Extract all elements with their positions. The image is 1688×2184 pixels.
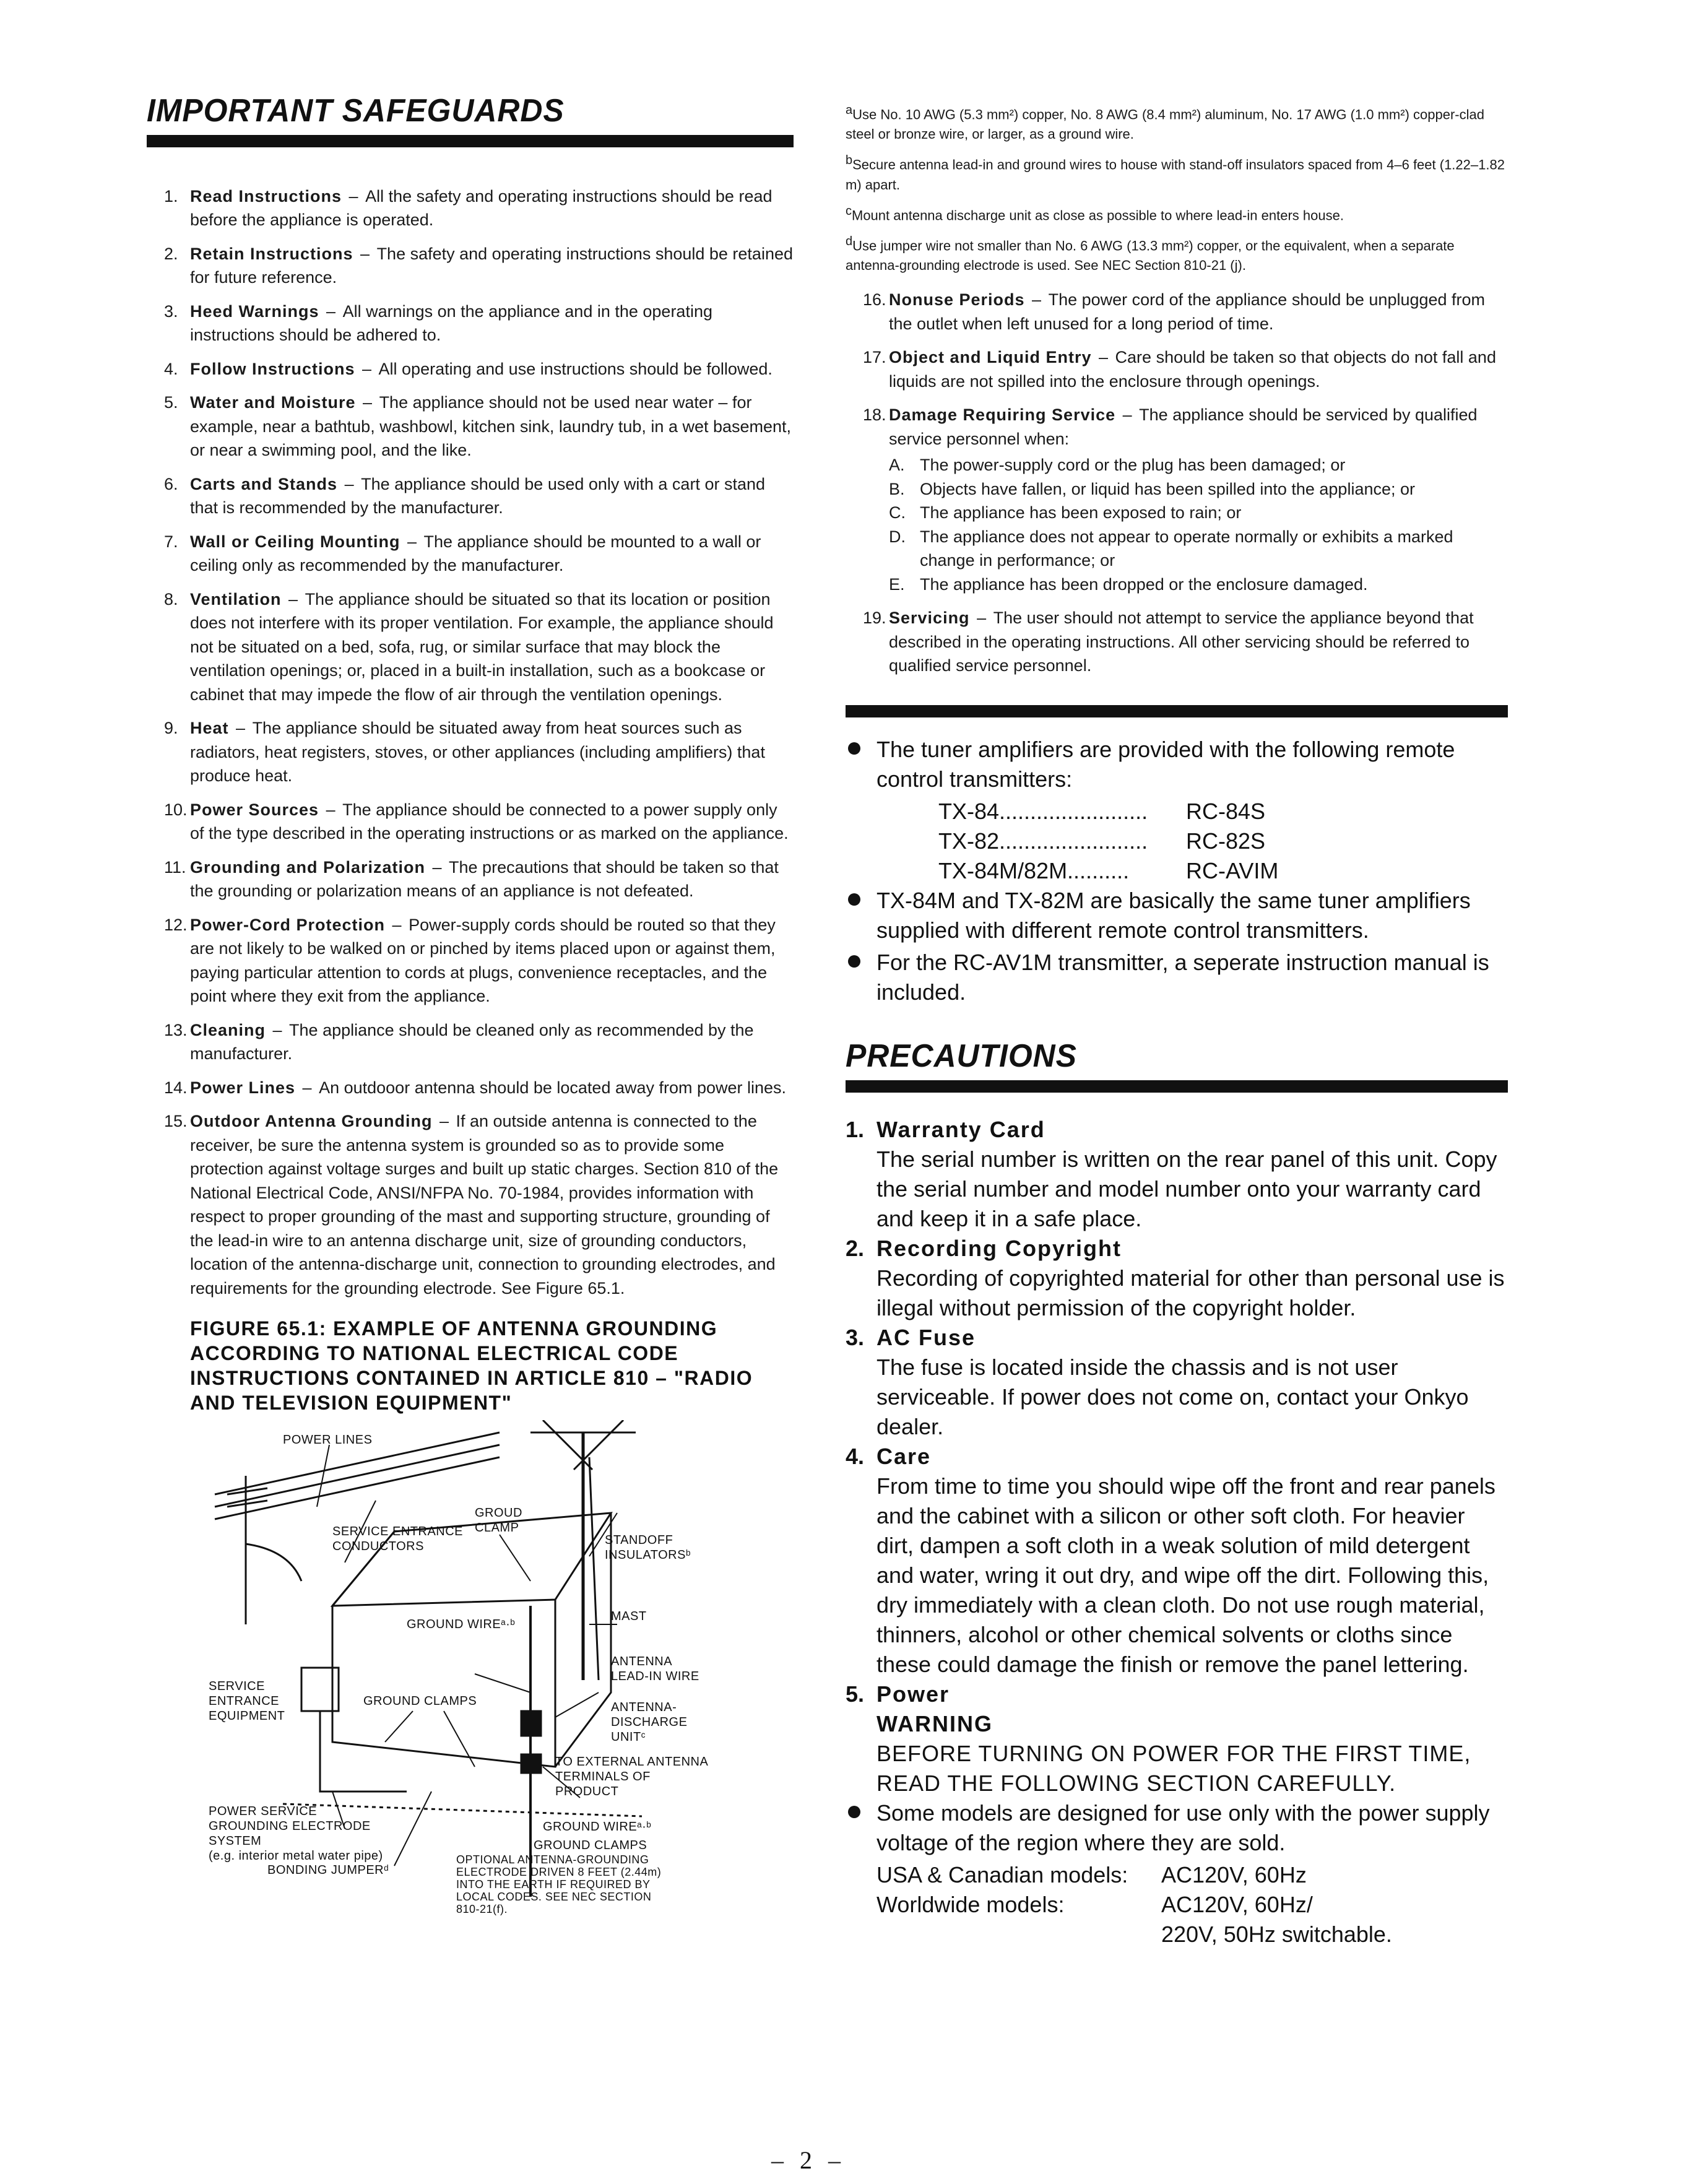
precaution-number: 3. xyxy=(846,1324,865,1350)
condition-text: The appliance has been dropped or the enclosure damaged. xyxy=(920,574,1368,594)
condition-text: The appliance has been exposed to rain; or xyxy=(920,503,1242,522)
safeguard-item xyxy=(846,345,1508,393)
precaution-text: Recording of copyrighted material for other than personal use is illegal without permission of the copyright holder. xyxy=(876,1265,1505,1320)
safeguard-item xyxy=(147,913,794,1008)
precaution-heading: Recording Copyright xyxy=(876,1235,1122,1261)
precaution-heading: Power xyxy=(876,1681,950,1707)
item-dash: – xyxy=(1094,348,1113,367)
item-heading: Wall or Ceiling Mounting xyxy=(190,532,400,551)
safeguard-item xyxy=(147,530,794,578)
page-number: – 2 – xyxy=(771,2146,846,2174)
condition-letter: A. xyxy=(889,456,905,475)
remote-name: RC-82S xyxy=(1186,828,1266,854)
precautions-list xyxy=(846,1115,1508,1949)
item-text: The appliance should not be used near water – for example, near a bathtub, washbowl, kitchen sink, laundry tub, in a wet basement, or near a swimming pool, and the like. xyxy=(190,393,792,460)
precaution-text: The fuse is located inside the chassis and is not user serviceable. If power does not come on, contact your Onkyo dealer. xyxy=(876,1354,1469,1439)
item-text: The user should not attempt to service the appliance beyond that described in the operating instructions. All other servicing should be referred to qualified service personnel. xyxy=(889,609,1474,675)
item-number: 16. xyxy=(863,290,886,310)
voltage-region xyxy=(876,1920,1161,1949)
safeguard-item xyxy=(846,403,1508,596)
remote-note-2: For the RC-AV1M transmitter, a seperate instruction manual is included. xyxy=(846,948,1508,1007)
voltage-row xyxy=(876,1860,1508,1890)
bullet-icon xyxy=(848,955,860,968)
precaution-heading: AC Fuse xyxy=(876,1324,976,1350)
item-number: 18. xyxy=(863,405,886,425)
item-text: The appliance should be connected to a power supply only of the type described in the operating instructions or as marked on the appliance. xyxy=(190,800,789,843)
item-heading: Nonuse Periods xyxy=(889,290,1025,310)
footnote-mark: b xyxy=(846,154,853,168)
safeguards-rule xyxy=(147,135,794,147)
item-dash: – xyxy=(1027,290,1046,310)
item-dash: – xyxy=(1118,405,1137,425)
item-number: 2. xyxy=(164,244,178,263)
item-number: 13. xyxy=(164,1020,188,1039)
damage-condition xyxy=(889,501,1508,525)
power-line-2 xyxy=(215,1445,500,1507)
item-dash: – xyxy=(268,1020,287,1039)
safeguard-item xyxy=(147,1076,794,1100)
item-text: If an outside antenna is connected to the receiver, be sure the antenna system is grounded so as to provide some protection against voltage surges and built up static charges. Section 810 of the National Electrical Code, ANSI/NFPA No. 70-1984, provides information with respect to proper grounding of the mast and supporting structure, grounding of the lead-in wire to an antenna discharge unit, size of grounding conductors, location of the antenna-discharge unit, connection to grounding electrodes, and requirements for the grounding electrode. See Figure 65.1. xyxy=(190,1112,779,1298)
safeguard-item xyxy=(147,391,794,462)
section-divider xyxy=(846,705,1508,717)
condition-text: Objects have fallen, or liquid has been spilled into the appliance; or xyxy=(920,479,1416,498)
item-dash: – xyxy=(972,609,991,628)
item-dash: – xyxy=(355,244,374,263)
safeguard-item xyxy=(147,587,794,707)
label-external-terminals: TO EXTERNAL ANTENNA TERMINALS OF PRODUCT xyxy=(555,1755,709,1799)
precaution-item-power: 5. Power WARNING BEFORE TURNING ON POWER FOR THE FIRST TIME, READ THE FOLLOWING SECTION CAREFULLY. xyxy=(846,1679,1508,1798)
safeguard-item xyxy=(147,472,794,520)
item-dash: – xyxy=(357,359,376,378)
item-number: 3. xyxy=(164,301,178,321)
precaution-number: 4. xyxy=(846,1443,865,1469)
item-dash: – xyxy=(435,1112,454,1131)
damage-condition xyxy=(889,525,1508,573)
right-column xyxy=(846,93,1508,1949)
precautions-rule xyxy=(846,1080,1508,1093)
model-row xyxy=(938,797,1508,826)
item-number: 15. xyxy=(164,1112,188,1131)
precaution-heading: Warranty Card xyxy=(876,1116,1045,1142)
warning-text: BEFORE TURNING ON POWER FOR THE FIRST TIME, READ THE FOLLOWING SECTION CAREFULLY. xyxy=(876,1740,1471,1796)
item-number: 11. xyxy=(164,857,186,877)
footnote-text: Secure antenna lead-in and ground wires to house with stand-off insulators spaced from 4–6 feet (1.22–1.82 m) apart. xyxy=(846,157,1505,193)
item-heading: Ventilation xyxy=(190,589,282,609)
bullet-icon xyxy=(848,893,860,906)
precaution-item xyxy=(846,1323,1508,1442)
footnote-mark: a xyxy=(846,103,853,117)
item-heading: Follow Instructions xyxy=(190,359,355,378)
footnote xyxy=(846,232,1508,275)
item-text: The power cord of the appliance should be unplugged from the outlet when left unused for a long period of time. xyxy=(889,290,1486,333)
footnote xyxy=(846,201,1508,225)
condition-letter: D. xyxy=(889,527,906,546)
item-heading: Carts and Stands xyxy=(190,474,338,493)
precaution-item xyxy=(846,1115,1508,1234)
label-service-entrance: SERVICE ENTRANCE CONDUCTORS xyxy=(332,1525,464,1554)
safeguard-item xyxy=(846,288,1508,336)
item-number: 14. xyxy=(164,1078,188,1097)
voltage-table xyxy=(846,1860,1508,1949)
condition-text: The appliance does not appear to operate normally or exhibits a marked change in performance; or xyxy=(920,527,1453,570)
footnote xyxy=(846,150,1508,194)
remote-note-1: TX-84M and TX-82M are basically the same tuner amplifiers supplied with different remote control transmitters. xyxy=(846,886,1508,945)
item-number: 7. xyxy=(164,532,178,551)
precaution-item xyxy=(846,1442,1508,1679)
item-text: Power-supply cords should be routed so that they are not likely to be walked on or pinched by items placed upon or against them, paying particular attention to cords at plugs, convenience receptacles, and the point where they exit from the appliance. xyxy=(190,915,776,1006)
model-name: TX-84........................ xyxy=(938,798,1148,824)
item-heading: Object and Liquid Entry xyxy=(889,348,1092,367)
item-number: 10. xyxy=(164,800,188,819)
voltage-region: USA & Canadian models: xyxy=(876,1861,1128,1887)
voltage-value: AC120V, 60Hz xyxy=(1161,1861,1307,1887)
precaution-number: 2. xyxy=(846,1235,865,1261)
safeguard-item xyxy=(147,357,794,381)
item-heading: Power Sources xyxy=(190,800,319,819)
safeguard-item xyxy=(147,716,794,788)
bullet-icon xyxy=(848,742,860,755)
model-name: TX-82........................ xyxy=(938,828,1148,854)
item-number: 5. xyxy=(164,393,178,412)
item-dash: – xyxy=(358,393,377,412)
footnote-text: Use No. 10 AWG (5.3 mm²) copper, No. 8 AWG (8.4 mm²) aluminum, No. 17 AWG (1.0 mm²) copper-clad steel or bronze wire, or larger, as a ground wire. xyxy=(846,106,1484,142)
item-text: All warnings on the appliance and in the operating instructions should be adhered to. xyxy=(190,301,712,345)
label-mast: MAST xyxy=(611,1610,647,1624)
remote-section xyxy=(846,735,1508,1007)
item-dash: – xyxy=(231,719,250,738)
item-number: 12. xyxy=(164,915,188,934)
safeguard-item xyxy=(147,798,794,846)
left-column xyxy=(147,93,794,1916)
item-number: 1. xyxy=(164,186,178,206)
damage-condition xyxy=(889,477,1508,501)
item-heading: Grounding and Polarization xyxy=(190,857,425,877)
model-row xyxy=(938,856,1508,886)
precaution-text: From time to time you should wipe off the front and rear panels and the cabinet with a silicon or other soft cloth. For heavier dirt, dampen a soft cloth in a weak solution of mild detergent and water, wring it out dry, and wipe off the dirt. Following this, dry immediately with a clean cloth. Do not use rough material, thinners, alcohol or other chemical solvents or cloths since these could damage the finish or remove the panel lettering. xyxy=(876,1473,1495,1677)
item-text: All the safety and operating instructions should be read before the appliance is operated. xyxy=(190,186,773,230)
safeguard-item xyxy=(147,1109,794,1300)
item-dash: – xyxy=(340,474,359,493)
damage-condition xyxy=(889,453,1508,477)
item-heading: Power-Cord Protection xyxy=(190,915,386,934)
item-dash: – xyxy=(402,532,422,551)
item-heading: Retain Instructions xyxy=(190,244,353,263)
bullet-icon xyxy=(848,1806,860,1818)
item-text: The appliance should be situated away from heat sources such as radiators, heat registers, stoves, or other appliances (including amplifiers) that produce heat. xyxy=(190,719,765,786)
item-dash: – xyxy=(321,800,340,819)
item-text: All operating and use instructions should be followed. xyxy=(378,359,773,378)
item-text: The appliance should be cleaned only as recommended by the manufacturer. xyxy=(190,1020,754,1064)
safeguard-item xyxy=(846,606,1508,678)
footnote-text: Use jumper wire not smaller than No. 6 AWG (13.3 mm²) copper, or the equivalent, when a separate antenna-grounding electrode is used. See NEC Section 810-21 (j). xyxy=(846,238,1455,274)
item-text: An outdooor antenna should be located away from power lines. xyxy=(319,1078,787,1097)
precaution-item xyxy=(846,1234,1508,1323)
item-heading: Read Instructions xyxy=(190,186,342,206)
safeguard-item xyxy=(147,242,794,290)
remote-intro: The tuner amplifiers are provided with the following remote control transmitters: xyxy=(846,735,1508,794)
item-dash: – xyxy=(321,301,340,321)
label-ground-clamps-2: GROUND CLAMPS xyxy=(534,1839,647,1853)
safeguards-title: IMPORTANT SAFEGUARDS xyxy=(147,93,565,129)
item-number: 9. xyxy=(164,719,178,738)
label-antenna-lead: ANTENNA LEAD-IN WIRE xyxy=(611,1655,699,1684)
item-heading: Damage Requiring Service xyxy=(889,405,1116,425)
voltage-value: 220V, 50Hz switchable. xyxy=(1161,1921,1392,1947)
footnote-mark: c xyxy=(846,204,852,218)
damage-conditions-list xyxy=(889,453,1508,596)
item-heading: Heed Warnings xyxy=(190,301,319,321)
item-heading: Heat xyxy=(190,719,229,738)
safeguard-item xyxy=(147,1018,794,1066)
item-number: 6. xyxy=(164,474,178,493)
precautions-title: PRECAUTIONS xyxy=(846,1038,1077,1074)
safeguard-item xyxy=(147,856,794,903)
label-ground-clamp: GROUD CLAMP xyxy=(475,1506,522,1535)
model-row xyxy=(938,826,1508,856)
footnote-mark: d xyxy=(846,234,853,248)
condition-letter: B. xyxy=(889,479,905,498)
damage-condition xyxy=(889,573,1508,597)
item-text: The appliance should be used only with a cart or stand that is recommended by the manufacturer. xyxy=(190,474,765,518)
safeguard-item xyxy=(147,300,794,347)
label-ground-wire-2: GROUND WIREᵃ·ᵇ xyxy=(543,1820,652,1834)
remote-name: RC-AVIM xyxy=(1186,857,1279,883)
figure-caption: FIGURE 65.1: EXAMPLE OF ANTENNA GROUNDING ACCORDING TO NATIONAL ELECTRICAL CODE INSTRUCTIONS CONTAINED IN ARTICLE 810 – "RADIO AND TELEVISION EQUIPMENT" xyxy=(190,1317,753,1415)
footnote-text: Mount antenna discharge unit as close as possible to where lead-in enters house. xyxy=(852,207,1344,223)
antenna-grounding-figure xyxy=(209,1420,753,1916)
safeguard-item xyxy=(147,184,794,232)
label-bonding-jumper: BONDING JUMPERᵈ xyxy=(267,1863,389,1878)
safeguards-list xyxy=(147,184,794,1301)
label-power-service: POWER SERVICE GROUNDING ELECTRODE SYSTEM (e.g. interior metal water pipe) xyxy=(209,1805,383,1863)
safeguards-list-continued xyxy=(846,288,1508,678)
item-text: Care should be taken so that objects do not fall and liquids are not spilled into the enclosure through openings. xyxy=(889,348,1496,391)
item-dash: – xyxy=(428,857,447,877)
item-text: The precautions that should be taken so that the grounding or polarization means of an appliance is not defeated. xyxy=(190,857,779,901)
precaution-heading: Care xyxy=(876,1443,932,1469)
voltage-row xyxy=(876,1920,1508,1949)
item-number: 19. xyxy=(863,609,886,628)
label-power-lines: POWER LINES xyxy=(283,1433,373,1447)
item-dash: – xyxy=(344,186,363,206)
item-heading: Water and Moisture xyxy=(190,393,356,412)
warning-label: WARNING xyxy=(876,1710,993,1736)
label-discharge-unit: ANTENNA- DISCHARGE UNITᶜ xyxy=(611,1701,688,1744)
remote-model-table xyxy=(938,797,1508,886)
power-line-3 xyxy=(215,1457,500,1519)
condition-text: The power-supply cord or the plug has been damaged; or xyxy=(920,456,1346,475)
item-dash: – xyxy=(387,915,407,934)
footnote xyxy=(846,100,1508,144)
power-note: Some models are designed for use only with the power supply voltage of the region where they are sold. xyxy=(846,1798,1508,1858)
item-number: 8. xyxy=(164,589,178,609)
label-optional-electrode: OPTIONAL ANTENNA-GROUNDING ELECTRODE DRIVEN 8 FEET (2.44m) INTO THE EARTH IF REQUIRED BY LOCAL CODES. SEE NEC SECTION 810-21(f). xyxy=(456,1853,662,1916)
item-number: 4. xyxy=(164,359,178,378)
footnotes xyxy=(846,100,1508,275)
item-heading: Servicing xyxy=(889,609,970,628)
voltage-row xyxy=(876,1890,1508,1920)
label-ground-clamps: GROUND CLAMPS xyxy=(363,1694,477,1709)
label-standoff: STANDOFF INSULATORSᵇ xyxy=(605,1533,691,1562)
label-service-equipment: SERVICE ENTRANCE EQUIPMENT xyxy=(209,1679,285,1723)
voltage-value: AC120V, 60Hz/ xyxy=(1161,1891,1313,1917)
condition-letter: E. xyxy=(889,574,905,594)
condition-letter: C. xyxy=(889,503,906,522)
precaution-text: The serial number is written on the rear panel of this unit. Copy the serial number and model number onto your warranty card and keep it in a safe place. xyxy=(876,1146,1497,1231)
item-dash: – xyxy=(298,1078,317,1097)
item-dash: – xyxy=(283,589,303,609)
precaution-number: 1. xyxy=(846,1116,865,1142)
remote-name: RC-84S xyxy=(1186,798,1266,824)
item-heading: Outdoor Antenna Grounding xyxy=(190,1112,433,1131)
item-text: The appliance should be mounted to a wall or ceiling only as recommended by the manufacturer. xyxy=(190,532,761,575)
item-heading: Cleaning xyxy=(190,1020,266,1039)
item-number: 17. xyxy=(863,348,886,367)
item-text: The appliance should be serviced by qualified service personnel when: xyxy=(889,405,1478,448)
label-ground-wire: GROUND WIREᵃ·ᵇ xyxy=(407,1618,516,1632)
item-text: The safety and operating instructions should be retained for future reference. xyxy=(190,244,793,287)
item-heading: Power Lines xyxy=(190,1078,296,1097)
item-text: The appliance should be situated so that its location or position does not interfere with its proper ventilation. For example, the appliance should not be situated on a bed, sofa, rug, or similar surface that may block the ventilation openings; or, placed in a built-in installation, such as a bookcase or cabinet that may impede the flow of air through the ventilation openings. xyxy=(190,589,774,704)
voltage-region: Worldwide models: xyxy=(876,1891,1065,1917)
model-name: TX-84M/82M.......... xyxy=(938,857,1130,883)
